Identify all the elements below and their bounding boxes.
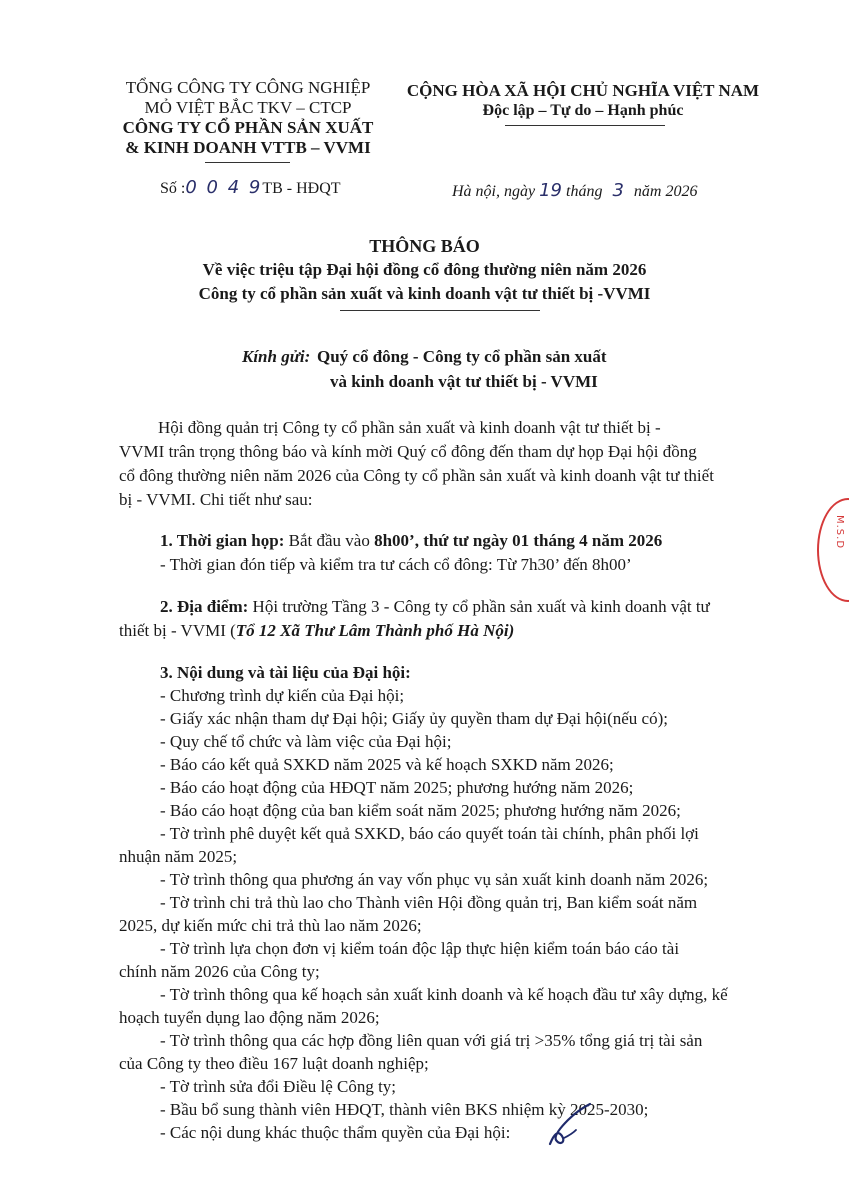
section-3-item: - Tờ trình thông qua phương án vay vốn phục vụ sản xuất kinh doanh năm 2026; bbox=[160, 870, 709, 889]
document-subtitle-2: Công ty cổ phần sản xuất và kinh doanh vật tư thiết bị -VVMI bbox=[198, 284, 651, 303]
section-3-item: - Báo cáo kết quả SXKD năm 2025 và kế hoạch SXKD năm 2026; bbox=[160, 755, 614, 774]
section-1-text: Bắt đầu vào bbox=[284, 531, 375, 550]
signature-mark bbox=[546, 1100, 594, 1150]
section-3-item-cont: 2025, dự kiến mức chi trả thù lao năm 2026; bbox=[119, 916, 422, 935]
section-2-line2-plain: thiết bị - VVMI ( bbox=[119, 621, 236, 640]
date-prefix: Hà nội, ngày bbox=[452, 183, 536, 200]
date-line bbox=[452, 180, 697, 201]
section-2-address: Tổ 12 Xã Thư Lâm Thành phố Hà Nội) bbox=[235, 621, 515, 640]
section-3-item: - Tờ trình thông qua kế hoạch sản xuất kinh doanh và kế hoạch đầu tư xây dựng, kế bbox=[160, 985, 728, 1004]
section-2-heading: 2. Địa điểm: bbox=[160, 597, 249, 616]
number-suffix: TB - HĐQT bbox=[262, 180, 341, 197]
number-value: 0 0 4 9 bbox=[185, 177, 263, 198]
document-title: THÔNG BÁO bbox=[369, 236, 480, 256]
date-month: 3 bbox=[612, 180, 624, 201]
date-month-label: tháng bbox=[566, 183, 603, 200]
section-3-item: - Tờ trình sửa đổi Điều lệ Công ty; bbox=[160, 1077, 397, 1096]
document-number bbox=[160, 177, 341, 198]
section-3-item: - Báo cáo hoạt động của HĐQT năm 2025; phương hướng năm 2026; bbox=[160, 778, 634, 797]
section-3-item-cont: của Công ty theo điều 167 luật doanh nghiệp; bbox=[119, 1054, 429, 1073]
stamp-text: M.S.D bbox=[834, 515, 845, 550]
section-3-item-cont: chính năm 2026 của Công ty; bbox=[119, 962, 320, 981]
national-motto: Độc lập – Tự do – Hạnh phúc bbox=[482, 102, 684, 119]
date-year: năm 2026 bbox=[633, 183, 698, 200]
national-title: CỘNG HÒA XÃ HỘI CHỦ NGHĨA VIỆT NAM bbox=[406, 81, 760, 100]
intro-line-4: bị - VVMI. Chi tiết như sau: bbox=[119, 490, 313, 509]
intro-line-1: Hội đồng quản trị Công ty cổ phần sản xuất và kinh doanh vật tư thiết bị - bbox=[158, 418, 661, 437]
number-prefix: Số : bbox=[160, 180, 186, 197]
date-day: 19 bbox=[539, 180, 563, 201]
org-company-line2: & KINH DOANH VTTB – VVMI bbox=[125, 138, 371, 157]
section-2-text: Hội trường Tầng 3 - Công ty cổ phần sản xuất và kinh doanh vật tư bbox=[248, 597, 710, 616]
section-3-item: - Báo cáo hoạt động của ban kiểm soát năm 2025; phương hướng năm 2026; bbox=[160, 801, 681, 820]
recipient-line1: Quý cổ đông - Công ty cổ phần sản xuất bbox=[317, 347, 607, 366]
section-2-line2 bbox=[119, 621, 514, 641]
title-underline bbox=[340, 310, 540, 311]
section-3-item: - Chương trình dự kiến của Đại hội; bbox=[160, 686, 405, 705]
section-1-heading: 1. Thời gian họp: bbox=[160, 531, 285, 550]
section-3-item: - Tờ trình chi trả thù lao cho Thành viên Hội đồng quản trị, Ban kiểm soát năm bbox=[160, 893, 698, 912]
org-parent-line1: TỔNG CÔNG TY CÔNG NGHIỆP bbox=[125, 78, 371, 97]
section-1-line bbox=[160, 531, 662, 551]
section-3-item: - Tờ trình thông qua các hợp đồng liên quan với giá trị >35% tổng giá trị tài sản bbox=[160, 1031, 703, 1050]
section-3-item-cont: hoạch tuyển dụng lao động năm 2026; bbox=[119, 1008, 380, 1027]
header-right-underline bbox=[505, 125, 665, 126]
section-3-heading: 3. Nội dung và tài liệu của Đại hội: bbox=[160, 663, 411, 682]
section-1-sub: - Thời gian đón tiếp và kiểm tra tư cách cổ đông: Từ 7h30’ đến 8h00’ bbox=[160, 555, 632, 574]
document-subtitle-1: Về việc triệu tập Đại hội đồng cổ đông thường niên năm 2026 bbox=[202, 260, 647, 279]
section-2-line bbox=[160, 597, 710, 617]
intro-line-3: cổ đông thường niên năm 2026 của Công ty cổ phần sản xuất và kinh doanh vật tư thiết bbox=[119, 466, 714, 485]
recipient-label: Kính gửi: bbox=[242, 347, 311, 366]
section-1-time: 8h00’, thứ tư ngày 01 tháng 4 năm 2026 bbox=[374, 531, 663, 550]
company-stamp bbox=[817, 498, 849, 602]
section-3-item: - Tờ trình lựa chọn đơn vị kiểm toán độc lập thực hiện kiểm toán báo cáo tài bbox=[160, 939, 680, 958]
header-left-underline bbox=[205, 162, 290, 163]
section-3-item: - Quy chế tổ chức và làm việc của Đại hội; bbox=[160, 732, 452, 751]
section-3-item: - Tờ trình phê duyệt kết quả SXKD, báo cáo quyết toán tài chính, phân phối lợi bbox=[160, 824, 699, 843]
section-3-item: - Giấy xác nhận tham dự Đại hội; Giấy ủy quyền tham dự Đại hội(nếu có); bbox=[160, 709, 668, 728]
recipient-line2: và kinh doanh vật tư thiết bị - VVMI bbox=[330, 372, 598, 391]
section-3-item: - Bầu bổ sung thành viên HĐQT, thành viên BKS nhiệm kỳ 2025-2030; bbox=[160, 1100, 649, 1119]
section-3-item-cont: nhuận năm 2025; bbox=[119, 847, 238, 866]
section-3-item: - Các nội dung khác thuộc thẩm quyền của Đại hội: bbox=[160, 1123, 511, 1142]
org-company-line1: CÔNG TY CỔ PHẦN SẢN XUẤT bbox=[122, 118, 374, 137]
org-parent-line2: MỎ VIỆT BẮC TKV – CTCP bbox=[144, 98, 352, 117]
intro-line-2: VVMI trân trọng thông báo và kính mời Quý cổ đông đến tham dự họp Đại hội đồng bbox=[119, 442, 697, 461]
